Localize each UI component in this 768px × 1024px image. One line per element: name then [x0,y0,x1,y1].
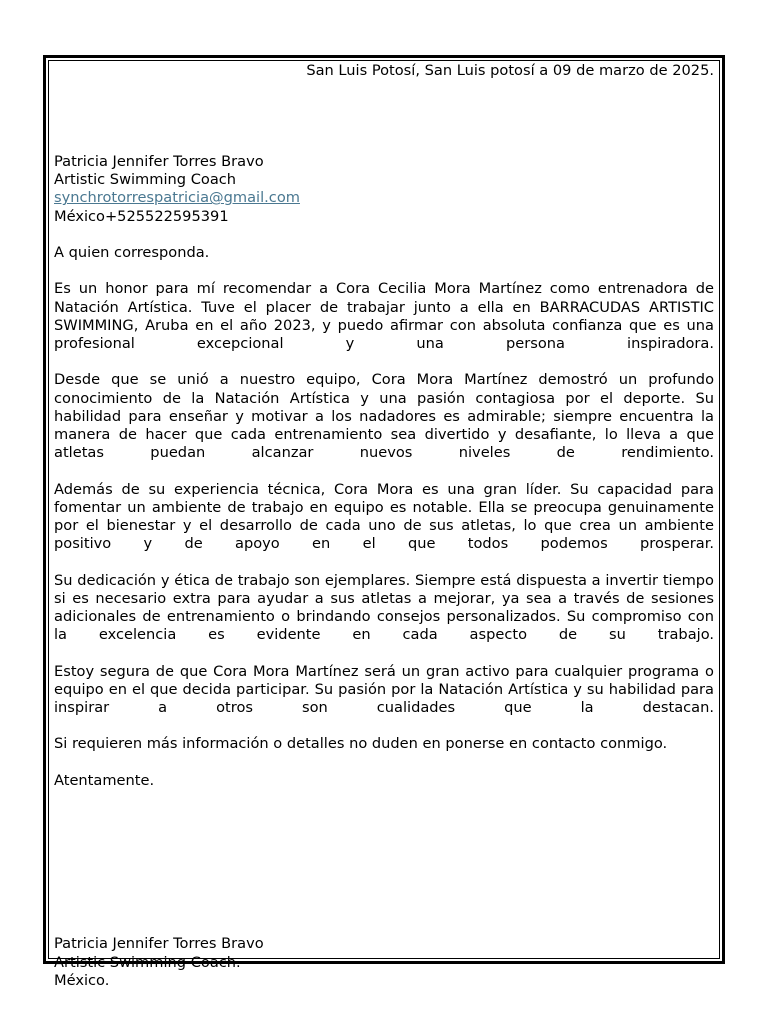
signature-name: Patricia Jennifer Torres Bravo [54,935,264,953]
date-line: San Luis Potosí, San Luis potosí a 09 de marzo de 2025. [306,62,714,79]
signature-title: Artistic Swimming Coach. [54,953,241,971]
sender-phone: México+525522595391 [54,207,229,225]
closing: Atentamente. [54,771,155,789]
paragraph-6: Si requieren más información o detalles no duden en ponerse en contacto conmigo. [54,735,668,753]
salutation: A quien corresponda. [54,243,210,261]
paragraph-4: Su dedicación y ética de trabajo son ejemplares. Siempre está dispuesta a invertir tiempo si es necesario extra para ayudar a sus atletas a mejorar, ya sea a través de sesiones adicionales de entrenamiento o brindando consejos personalizados. Su compromiso con la excelencia es evidente en cada aspecto de su trabajo. [54,571,714,644]
paragraph-3: Además de su experiencia técnica, Cora Mora es una gran líder. Su capacidad para fomentar un ambiente de trabajo en equipo es notable. Ella se preocupa genuinamente por el bienestar y el desarrollo de cada uno de sus atletas, lo que crea un ambiente positivo y de apoyo en el que todos podemos prosperar. [54,480,714,553]
sender-title: Artistic Swimming Coach [54,171,237,189]
sender-email-link[interactable]: synchrotorrespatricia@gmail.com [54,189,300,207]
paragraph-1: Es un honor para mí recomendar a Cora Cecilia Mora Martínez como entrenadora de Natación Artística. Tuve el placer de trabajar junto a ella en BARRACUDAS ARTISTIC SWIMMING, Aruba en el año 2023, y puedo afirmar con absoluta confianza que es una profesional excepcional y una persona inspiradora. [54,280,714,352]
paragraph-2: Desde que se unió a nuestro equipo, Cora Mora Martínez demostró un profundo conocimiento de la Natación Artística y una pasión contagiosa por el deporte. Su habilidad para enseñar y motivar a los nadadores es admirable; siempre encuentra la manera de hacer que cada entrenamiento sea divertido y desafiante, lo lleva a que atletas puedan alcanzar nuevos niveles de rendimiento. [54,371,714,462]
letter-body [54,62,714,990]
signature-country: México. [54,971,110,989]
paragraph-5: Estoy segura de que Cora Mora Martínez será un gran activo para cualquier programa o equipo en el que decida participar. Su pasión por la Natación Artística y su habilidad para inspirar a otros son cualidades que la destacan. [54,662,714,716]
sender-name: Patricia Jennifer Torres Bravo [54,152,264,170]
